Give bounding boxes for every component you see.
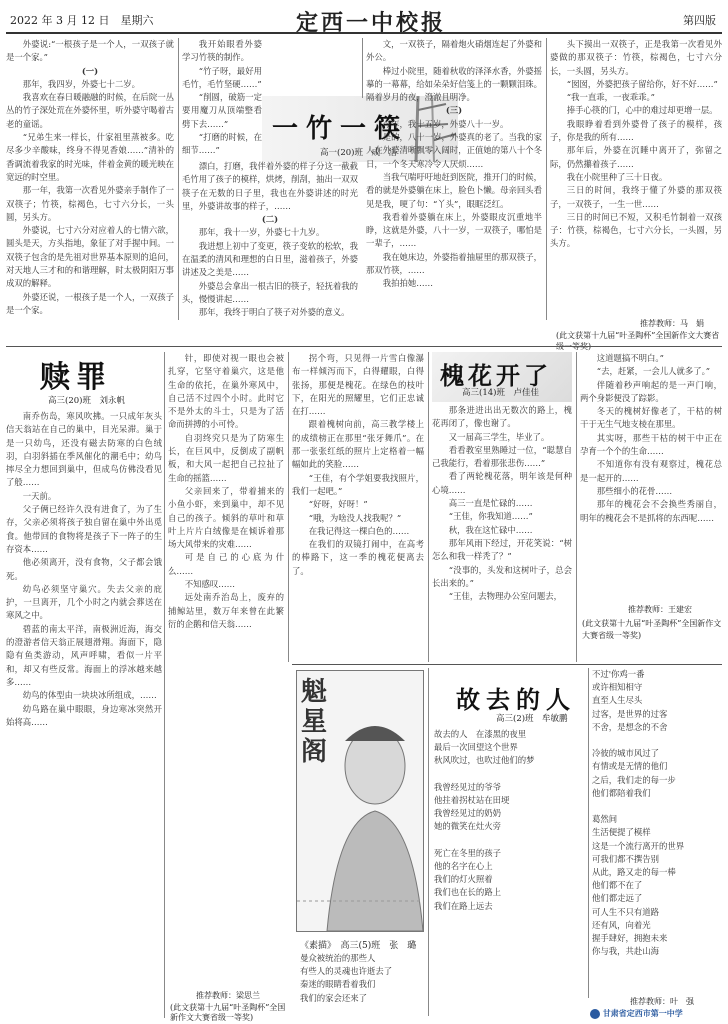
poem-line: 他们都走远了: [592, 893, 643, 904]
poem-line: 有些人的灵魂也许逝去了: [300, 966, 393, 977]
article3-award: (此文获第十九届“叶圣陶杯”全国新作文大赛省级一等奖): [582, 619, 722, 640]
poem-line: 可我们都不撰告别: [592, 853, 659, 864]
article2-column-2: 针，即使对视一眼也会被扎穿，它坚守着巢穴，这是他生命的依托，在巢外寒风中，自己活不过四个小时。此时它不是外太的斗士，只是为了活命而拼搏的小可怜。 自羽终究只是为了防寒生长，在巨风中，反倒成了副帆板，和大风一起把自己拉扯了生命的摇篮…… 父亲回来了，带着捕来的小鱼小虾，来到巢中，却不见自己的孩子。倾斜的草叶和草叶上片片白绒像是在倾诉着那场大风带来的灾难…… 可是自己的心底为什么…… 不知感叹…… 远处南乔治岛上，废弃的捕鲸站里，数万年来曾在此繁衍的企鹅和信天翁……: [168, 353, 284, 629]
article1-award: (此文获第十九届“叶圣陶杯”全国新作文大赛省级一等奖): [556, 331, 720, 351]
article2-byline: 高三(20)班 刘永帆: [48, 396, 125, 406]
poem-line: 有情或是无情的他们: [592, 761, 668, 772]
section-divider-2: [292, 664, 722, 665]
article1-column-3: 文，一双筷子，隔着炮火硝烟连起了外婆和外公。 棒过小院里，随着秋收的泽泽水香，外婆摇摹的一幕幕，给如朵朵好信笺上的一颗颗泪珠。隔着岁月的夜，澄澈且明净。 (三) 今年，我十五岁，外婆八十一岁。 是的，八十一岁，外婆真的老了。当我的家人在外婆清晰飘零入阔时，正值她的第八十个冬日，一个冬天寒冷令人厌烦…… 当我气喘吁吁地赶到医院，推开门的时候，看的就是外婆躺在床上，脸色卜懒。母亲回头看见是我，哽了句：“丫头”，眼眶泛红。 我看着外婆躺在床上，外婆眼皮沉重地半睁，这就是外婆，八十一岁，一双筷子，哪怕是一辈子，…… 我在她床边，外婆指着抽屉里的那双筷子，那双竹筷，…… 我拍拍她……: [366, 39, 542, 289]
poem-line: 我们也在长的路上: [434, 887, 501, 898]
poem-line: [434, 834, 584, 847]
poem-line: 我们的家会还来了: [300, 992, 367, 1003]
article1-column-2a: 我开始眼看外婆学习竹筷的制作。 “竹子呀，最好用毛竹，毛竹坚硬……” “削圆，破筋一定要用魔刀从顶端整看劈下去……” “打磨的时候，在细节……”: [182, 39, 262, 156]
poem-line: 我曾经见过的爷爷: [434, 781, 501, 792]
poem-line: 生活便提了模样: [592, 827, 651, 838]
poem-line: 我们的灯火照着: [434, 874, 493, 885]
poem-line: 他们都陪着我们: [592, 787, 651, 798]
footer-school-logo: 甘肃省定西市第一中学: [590, 1008, 683, 1019]
article2-column-3: 拐个弯，只见得一片雪白像瀑布一样倾泻而下，白得耀眼，白得张扬，那便是槐花。在绿色的枝叶下，在阳光的照耀里，它们正忠诚在打…… 跟着槐树向前，高三教学楼上的成绩榜正在那里“张牙舞爪”。在那一张张红纸的照片上定格着一幅幅如此的笑脸…… “王佳，有个学姐要我找照片，我们一起吧。” “好呀，好呀！” “哦，为啥没人找我呢？” 在我记得这一棵白色的…… 在我们的双镜打闹中，在高考的棒路下，这一季的槐花便离去了。: [292, 353, 424, 576]
article3-title: 槐花开了: [440, 361, 552, 390]
poem-middle: [434, 728, 584, 1018]
sketch-caption: 《素描》 高三(5)班 张 璐: [300, 941, 417, 951]
issue-date: 2022 年 3 月 12 日 星期六: [10, 14, 154, 27]
article3-recommender: 推荐教师：王建宏: [628, 605, 692, 614]
poem-line: [300, 1005, 424, 1018]
poem-line: 葛然间: [592, 814, 618, 825]
sketch-image: [296, 670, 424, 932]
poem-line: [434, 768, 584, 781]
poem-line: 这是一个流行离开的世界: [592, 840, 685, 851]
article1-column-1: 外婆说:“一根孩子是一个人，一双孩子就是一个家。” (一) 那年，我四岁，外婆七十二岁。 我喜欢在春日暖融融的时候，在后院一丛丛的竹子深处荒在外婆怀里，听外婆守喝着古老的童谣。 “兄弟生来一样长，什家祖里蒸被多。吃尽多少辛酸味，终身不得见香娘……”清补的香调流着我家的时光味，伴着金黄的暖光映在宽远的时空里。 那一年，我第一次看见外婆亲手制作了一双筷子；竹筷，棕褐色，七寸六分长，一头圆，另头方。 外婆说，七寸六分对应着人的七情六欲，圆头是天，方头指地，象征了对手握中间。一双筷子包含的是先祖对世界基本原则的追问，对天地人三才和的和谐理解，时太极阴阳万事成双的解释。 外婆还说，一根孩子是一个人，一双孩子是一个家。: [6, 39, 174, 315]
article2-award: (此文获第十九届“叶圣陶杯”全国新作文大赛省级一等奖): [170, 1003, 286, 1022]
poem-line: [592, 734, 722, 747]
page-header: [6, 4, 722, 34]
poem-line: 死亡在冬里的孩子: [434, 847, 501, 858]
section-divider: [6, 346, 722, 347]
article4-byline: 高三(2)班 牟敏鹏: [496, 714, 568, 724]
article3-column-2: 这道题搞不明白。” “去，赶紧，一会儿人就多了。” 伴随着秒声响起的是一声门响，两个身影便没了踪影。 冬天的槐树好像老了，干枯的树干于无生气地支棱在那里。 其实呀，那些干枯的树干中正在孕育一个个的生命…… 不知道你有没有观察过，槐花总是一起开的…… 那些细小的花骨…… 那年的槐花会不会换些秀丽自，明年的槐花会不是抓将的东西呢……: [580, 353, 722, 523]
sketch-label: 魁星阁: [301, 677, 328, 767]
poem-line: 不舍，是想念的不舍: [592, 721, 668, 732]
poem-line: 曼众被统治的那些人: [300, 953, 376, 963]
poem-line: 不过'你鸡一番: [592, 669, 645, 679]
article3-column-1: 那条进进出出无数次的路上，槐花再闭了，像也谢了。 又一届高三学生，毕业了。 看看教室里熟睡过一位，“聪慧自己我能行，看着那张悲伤……” 看了两轮槐花落，明年该是何种心境…… 高三一直是忙碌的…… “王佳，你我知道……” 秋，我在这忙碌中…… 那年风雨下经过，开花笑说：“树怎么和我一样秃了？” “没事的，头发和这树叶子，总会长出来的。” “王佳，去物理办公室问题去，: [432, 405, 572, 602]
poem-line: 你与我，共赴山海: [592, 946, 659, 957]
poem-line: 他们都不在了: [592, 880, 643, 891]
poem-line: 冷彼的城市风过了: [592, 748, 659, 759]
article4-recommender: 推荐教师：叶 强: [630, 997, 694, 1006]
article2-recommender: 推荐教师：梁思兰: [196, 991, 260, 1000]
article2-column-1: 南乔伤岛，寒风吹拂。一只成年灰头信天翁站在自己的巢中，目光呆滞。巢于是一只幼鸟，还没有磁去防寒的白色绒羽，白羽斜插在季风催化的潮毛中；幼鸟摔尽全力想回到巢中，但成鸟仿佛没看见了般…… 一天前。 父子俩已经许久没有进食了，为了生存，父亲必须将孩子独自留在巢中外出觅食。他带回的食物将是孩子下一阵子的生存资本…… 他必须离开，没有食物，父子都会饿死。 幼鸟必须坚守巢穴。失去父亲的庇护，一旦离开，几个小时之内就会葬送在寒风之中。 碧蓝的南太平洋，南极洲近海，海交的澄游者信天翁正展翅滑翔。海面下，隐隐有鱼类游动，风声呼啸，看似一片平和，却又有些反常。海面上的浮冰越来越多…… 幼鸟的体型由一块块冰所组成，…… 幼鸟路在巢中眼眼，身边寒冰突然开始将高……: [6, 411, 162, 727]
poem-line: [592, 800, 722, 813]
poem-line: 之后，我们走的每一步: [592, 774, 676, 785]
poem-line: 直至人生尽头: [592, 695, 643, 706]
poem-line: 她的微笑在灶火旁: [434, 821, 501, 832]
poem-line: 故去的人 在漆黑的夜里: [434, 729, 527, 739]
article4-title: 故去的人: [456, 685, 576, 714]
poem-line: 过客，是世界的过客: [592, 708, 668, 719]
article1-column-4: 头下摸出一双筷子，正是我第一次看见外婆做的那双筷子：竹筷，棕褐色，七寸六分长，一头圆，另头方。 “囡囡，外婆把孩子留给你，好不好……” “我一直乖，一夜乖乖。” 捧手心筷的门，心中的难过却更增一层。 我眼睁着看到外婆骨了孩子的模样，孩子，你是我的所有…… 那年后，外婆在沉睡中离开了，弥留之际，仍然攥着孩子…… 我在小院里种了三十日夜。 三日的时间，我终于懂了外婆的那双筷子，一双筷子，一生一世…… 三日的时间已不短，又积毛竹制着一双孩子：竹筷，棕褐色，七寸六分长，一头圆，另头方。: [550, 39, 722, 249]
poem-line: 我们在路上远去: [434, 900, 493, 911]
article1-byline: 高一(20)班 成 洁: [320, 148, 397, 158]
article1-title: 一竹一筷: [272, 114, 409, 144]
poem-line: 我曾经见过的奶奶: [434, 808, 501, 819]
poem-line: 秦迷的眼睛看着我们: [300, 979, 376, 990]
poem-left: [300, 952, 424, 1018]
article3-byline: 高三(14)班 卢佳佳: [462, 388, 539, 398]
poem-line: 他拄着拐杖站在田埂: [434, 795, 510, 806]
poem-line: 握手肆好，拥抱未来: [592, 933, 668, 944]
poem-line: 可人生不只有道路: [592, 906, 659, 917]
poem-line: 或许相知相守: [592, 682, 643, 693]
article1-recommender: 推荐教师：马 娟: [640, 319, 704, 328]
poem-line: 最后一次回望这个世界: [434, 742, 518, 753]
poem-line: 从此，路又走的每一棒: [592, 867, 676, 878]
edition-label: 第四版: [683, 14, 716, 27]
school-logo-icon: [590, 1009, 600, 1019]
poem-line: 还有风，向着光: [592, 919, 651, 930]
article1-column-2b: 漂白，打磨，我伴着外婆的样子分这一截截毛竹用了孩子的模样，烘烤，削刮，抽出一双双筷子在无数的日子里，我也在外婆讲述的时光里，外婆讲故事的样子，…… (二) 那年，我十一岁，外婆七十九岁。 我进想上初中了变更，筷子变软的松软，我在温柔的清风和理想的白日里，滋着孩子，外婆讲述及之美是…… 外婆总会拿出一根古旧的筷子，轻抚着我的头，慢慢讲起…… 那年，我终于明白了筷子对外婆的意义。: [182, 161, 358, 318]
poem-line: 他的名字在心上: [434, 861, 493, 872]
poem-line: 秋风吹过，也吹过他们的梦: [434, 755, 535, 766]
article2-title: 赎罪: [40, 360, 112, 395]
paper-name: 定西一中校报: [296, 10, 447, 36]
poem-right: [592, 668, 722, 984]
